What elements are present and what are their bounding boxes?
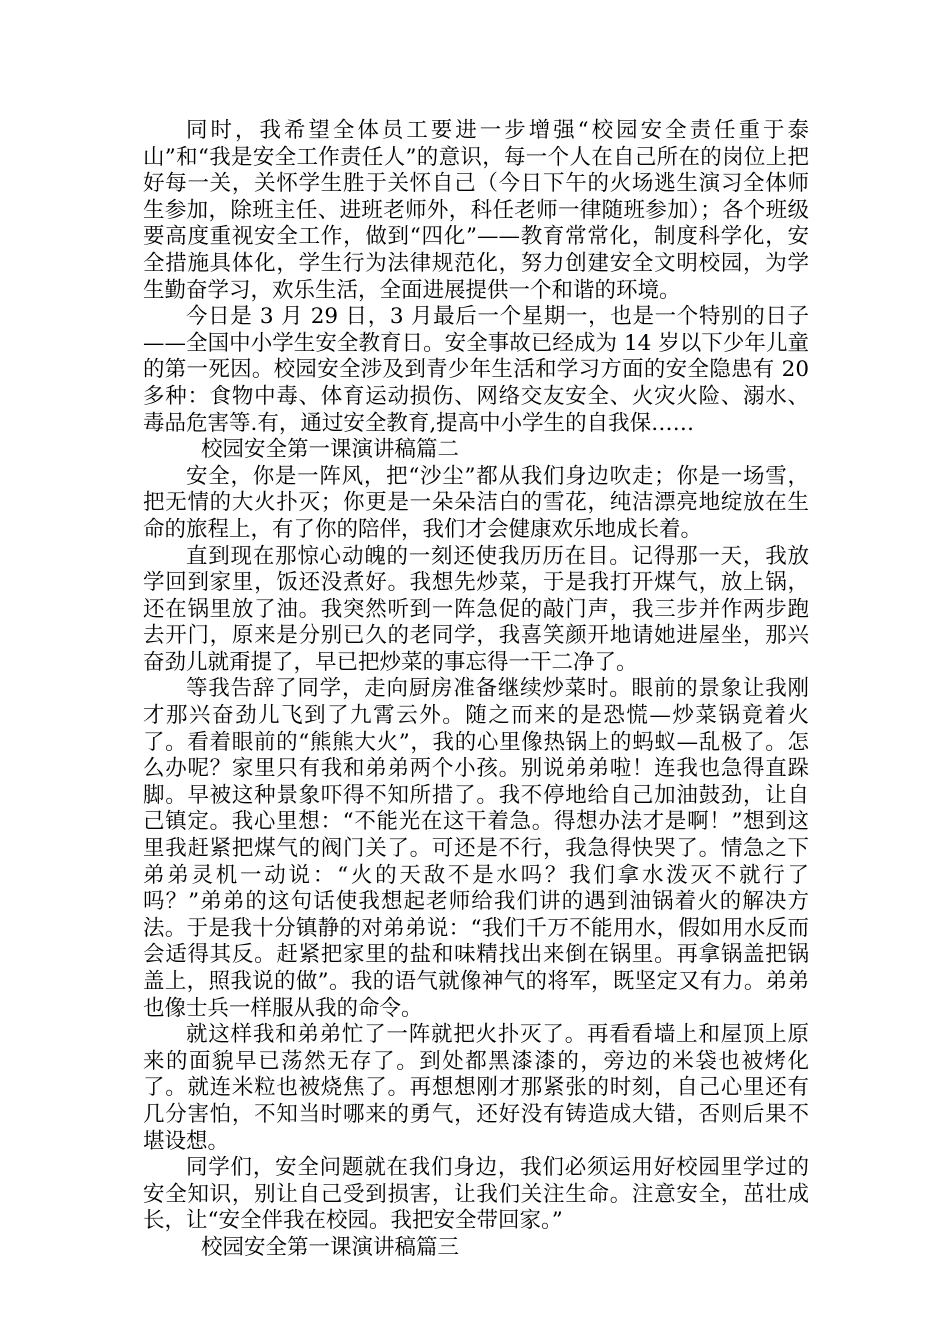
section-heading: 校园安全第一课演讲稿篇三 — [201, 1234, 460, 1260]
section-heading: 校园安全第一课演讲稿篇二 — [201, 437, 460, 463]
body-paragraph: 安全，你是一阵风，把“沙尘”都从我们身边吹走；你是一场雪，把无情的大火扑灭；你更是一朵朵洁白的雪花，纯洁漂亮地绽放在生命的旅程上，有了你的陪伴，我们才会健康欢乐地成长着。 — [143, 463, 809, 542]
body-paragraph: 就这样我和弟弟忙了一阵就把火扑灭了。再看看墙上和屋顶上原来的面貌早已荡然无存了。到处都黑漆漆的，旁边的米袋也被烤化了。就连米粒也被烧焦了。再想想刚才那紧张的时刻，自己心里还有几分害怕，不知当时哪来的勇气，还好没有铸造成大错，否则后果不堪设想。 — [143, 1022, 809, 1154]
body-paragraph: 今日是 3 月 29 日，3 月最后一个星期一，也是一个特别的日子——全国中小学生安全教育日。安全事故已经成为 14 岁以下少年儿童的第一死因。校园安全涉及到青少年生活和学习方面的安全隐患有 20 多种：食物中毒、体育运动损伤、网络交友安全、火灾火险、溺水、毒品危害等.有，通过安全教育,提高中小学生的自我保…… — [143, 304, 809, 436]
body-paragraph: 直到现在那惊心动魄的一刻还使我历历在目。记得那一天，我放学回到家里，饭还没煮好。我想先炒菜，于是我打开煤气，放上锅，还在锅里放了油。我突然听到一阵急促的敲门声，我三步并作两步跑去开门，原来是分别已久的老同学，我喜笑颜开地请她进屋坐，那兴奋劲儿就甭提了，早已把炒菜的事忘得一干二净了。 — [143, 543, 809, 675]
body-paragraph: 同学们，安全问题就在我们身边，我们必须运用好校园里学过的安全知识，别让自己受到损害，让我们关注生命。注意安全，茁壮成长，让“安全伴我在校园。我把安全带回家。” — [143, 1155, 809, 1234]
body-paragraph: 同时，我希望全体员工要进一步增强“校园安全责任重于泰山”和“我是安全工作责任人”的意识，每一个人在自己所在的岗位上把好每一关，关怀学生胜于关怀自己（今日下午的火场逃生演习全体师生参加，除班主任、进班老师外，科任老师一律随班参加）；各个班级要高度重视安全工作，做到“四化”——教育常常化，制度科学化，安全措施具体化，学生行为法律规范化，努力创建安全文明校园，为学生勤奋学习，欢乐生活，全面进展提供一个和谐的环境。 — [143, 118, 809, 303]
body-paragraph: 等我告辞了同学，走向厨房准备继续炒菜时。眼前的景象让我刚才那兴奋劲儿飞到了九霄云外。随之而来的是恐慌—炒菜锅竟着火了。看着眼前的“熊熊大火”，我的心里像热锅上的蚂蚁—乱极了。怎么办呢？家里只有我和弟弟两个小孩。别说弟弟啦！连我也急得直跺脚。早被这种景象吓得不知所措了。我不停地给自己加油鼓劲，让自己镇定。我心里想：“不能光在这干着急。得想办法才是啊！”想到这里我赶紧把煤气的阀门关了。可还是不行，我急得快哭了。情急之下弟弟灵机一动说：“火的天敌不是水吗？我们拿水泼灭不就行了吗？”弟弟的这句话使我想起老师给我们讲的遇到油锅着火的解决方法。于是我十分镇静的对弟弟说：“我们千万不能用水，假如用水反而会适得其反。赶紧把家里的盐和味精找出来倒在锅里。再拿锅盖把锅盖上，照我说的做”。我的语气就像神气的将军，既坚定又有力。弟弟也像士兵一样服从我的命令。 — [143, 676, 809, 1021]
document-body — [143, 118, 809, 1262]
